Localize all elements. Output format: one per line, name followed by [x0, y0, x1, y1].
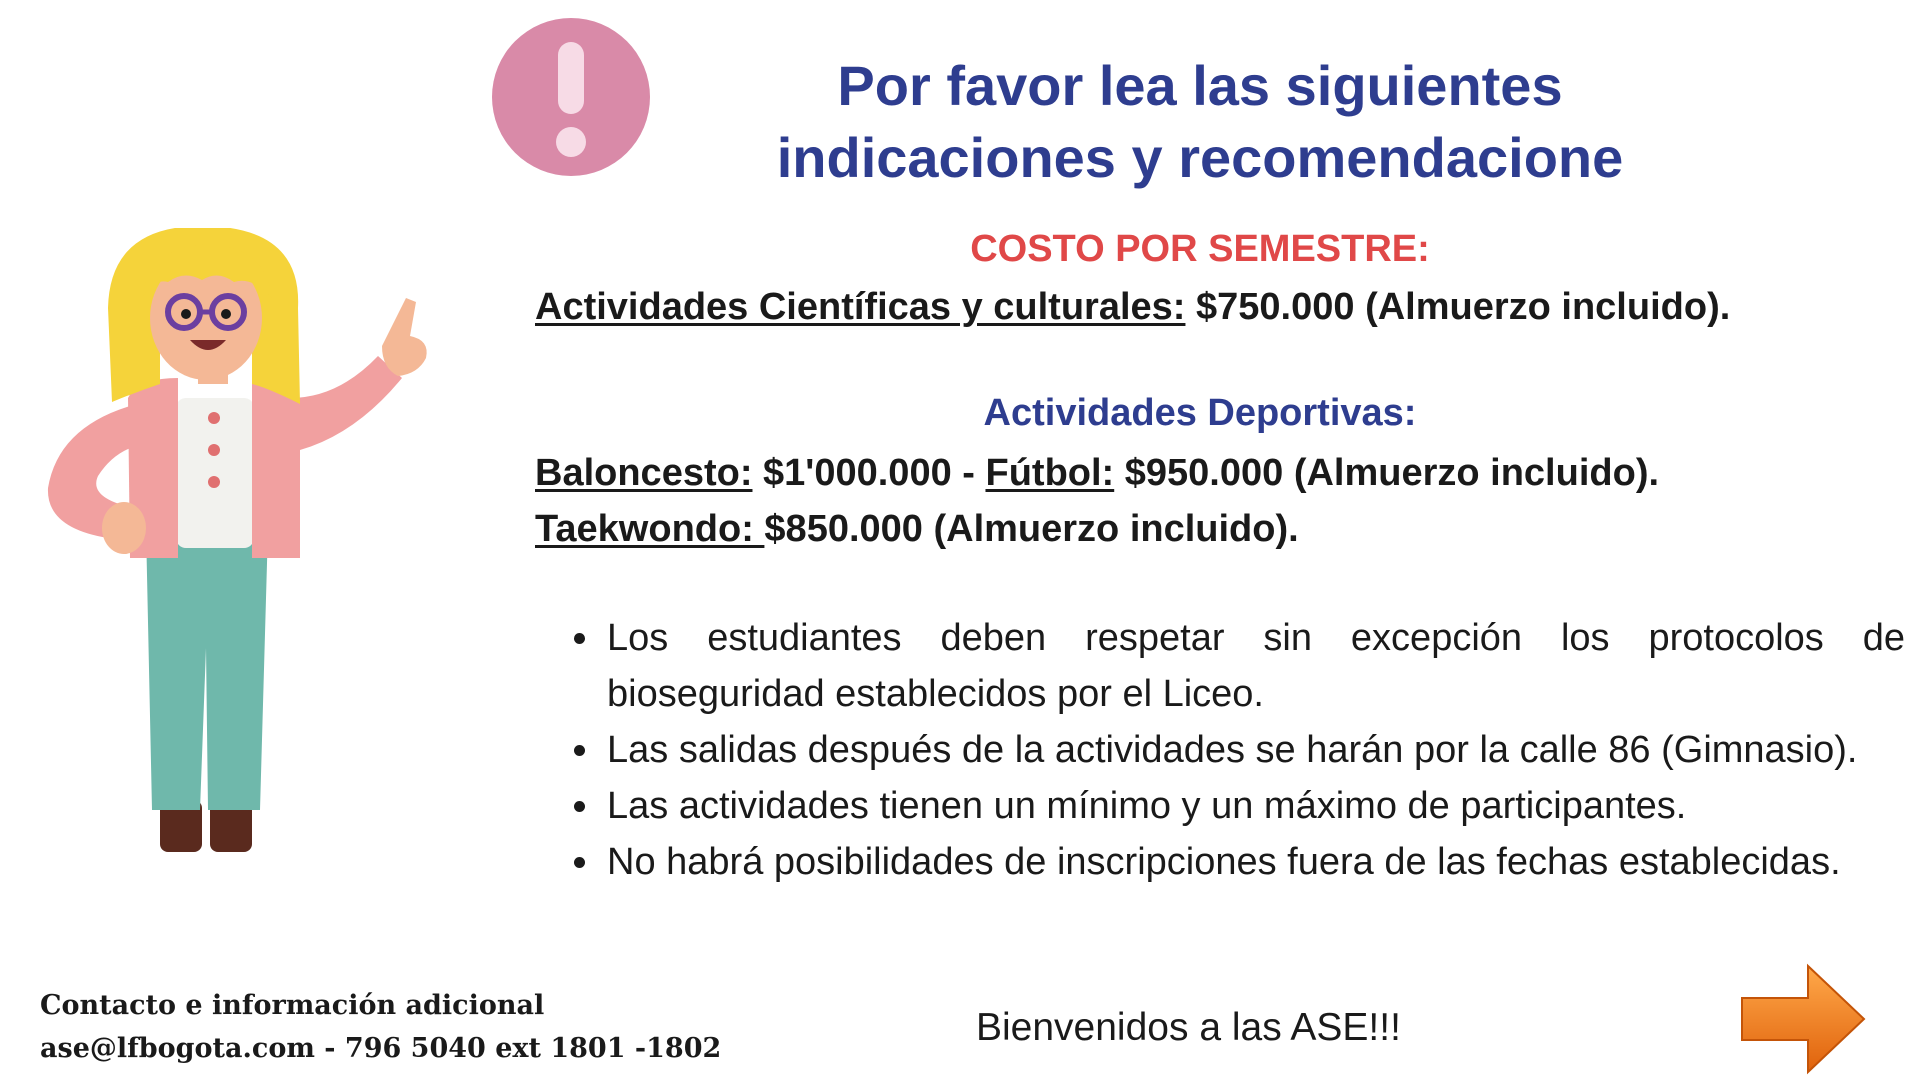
- rule-item: • Las salidas después de la actividades se harán por la calle 86 (Gimnasio).: [603, 722, 1905, 778]
- contact-block: [40, 984, 721, 1070]
- character-illustration: [38, 228, 448, 868]
- cultural-activities-line: [535, 286, 1730, 329]
- rules-list: [565, 610, 1905, 890]
- exclamation-icon: [492, 18, 650, 176]
- title-line-2: indicaciones y recomendacione: [776, 126, 1624, 189]
- cultural-activities-label: Actividades Científicas y culturales:: [535, 286, 1186, 328]
- cost-heading: COSTO POR SEMESTRE:: [970, 228, 1430, 270]
- welcome-message: Bienvenidos a las ASE!!!: [976, 1006, 1401, 1049]
- taekwondo-line: [535, 508, 1299, 551]
- basketball-label: Baloncesto:: [535, 452, 753, 494]
- arrow-right-icon[interactable]: [1736, 960, 1872, 1078]
- page-title: [760, 50, 1640, 194]
- sports-heading: Actividades Deportivas:: [983, 392, 1417, 434]
- rule-item: • Las actividades tienen un mínimo y un máximo de participantes.: [603, 778, 1905, 834]
- basketball-value: $1'000.000 -: [752, 452, 986, 494]
- taekwondo-value: $850.000 (Almuerzo incluido).: [764, 508, 1299, 550]
- contact-heading: Contacto e información adicional: [40, 990, 545, 1021]
- football-value: $950.000 (Almuerzo incluido).: [1114, 452, 1660, 494]
- contact-details: ase@lfbogota.com - 796 5040 ext 1801 -1802: [40, 1033, 722, 1064]
- taekwondo-label: Taekwondo:: [535, 508, 765, 550]
- alert-circle: [492, 18, 650, 176]
- rule-item: • No habrá posibilidades de inscripciones fuera de las fechas establecidas.: [603, 834, 1905, 890]
- rule-item: • Los estudiantes deben respetar sin excepción los protocolos de bioseguridad establecidos por el Liceo.: [603, 610, 1905, 722]
- basketball-football-line: [535, 452, 1659, 495]
- cultural-activities-value: $750.000 (Almuerzo incluido).: [1185, 286, 1731, 328]
- title-line-1: Por favor lea las siguientes: [837, 54, 1563, 117]
- football-label: Fútbol:: [985, 452, 1115, 494]
